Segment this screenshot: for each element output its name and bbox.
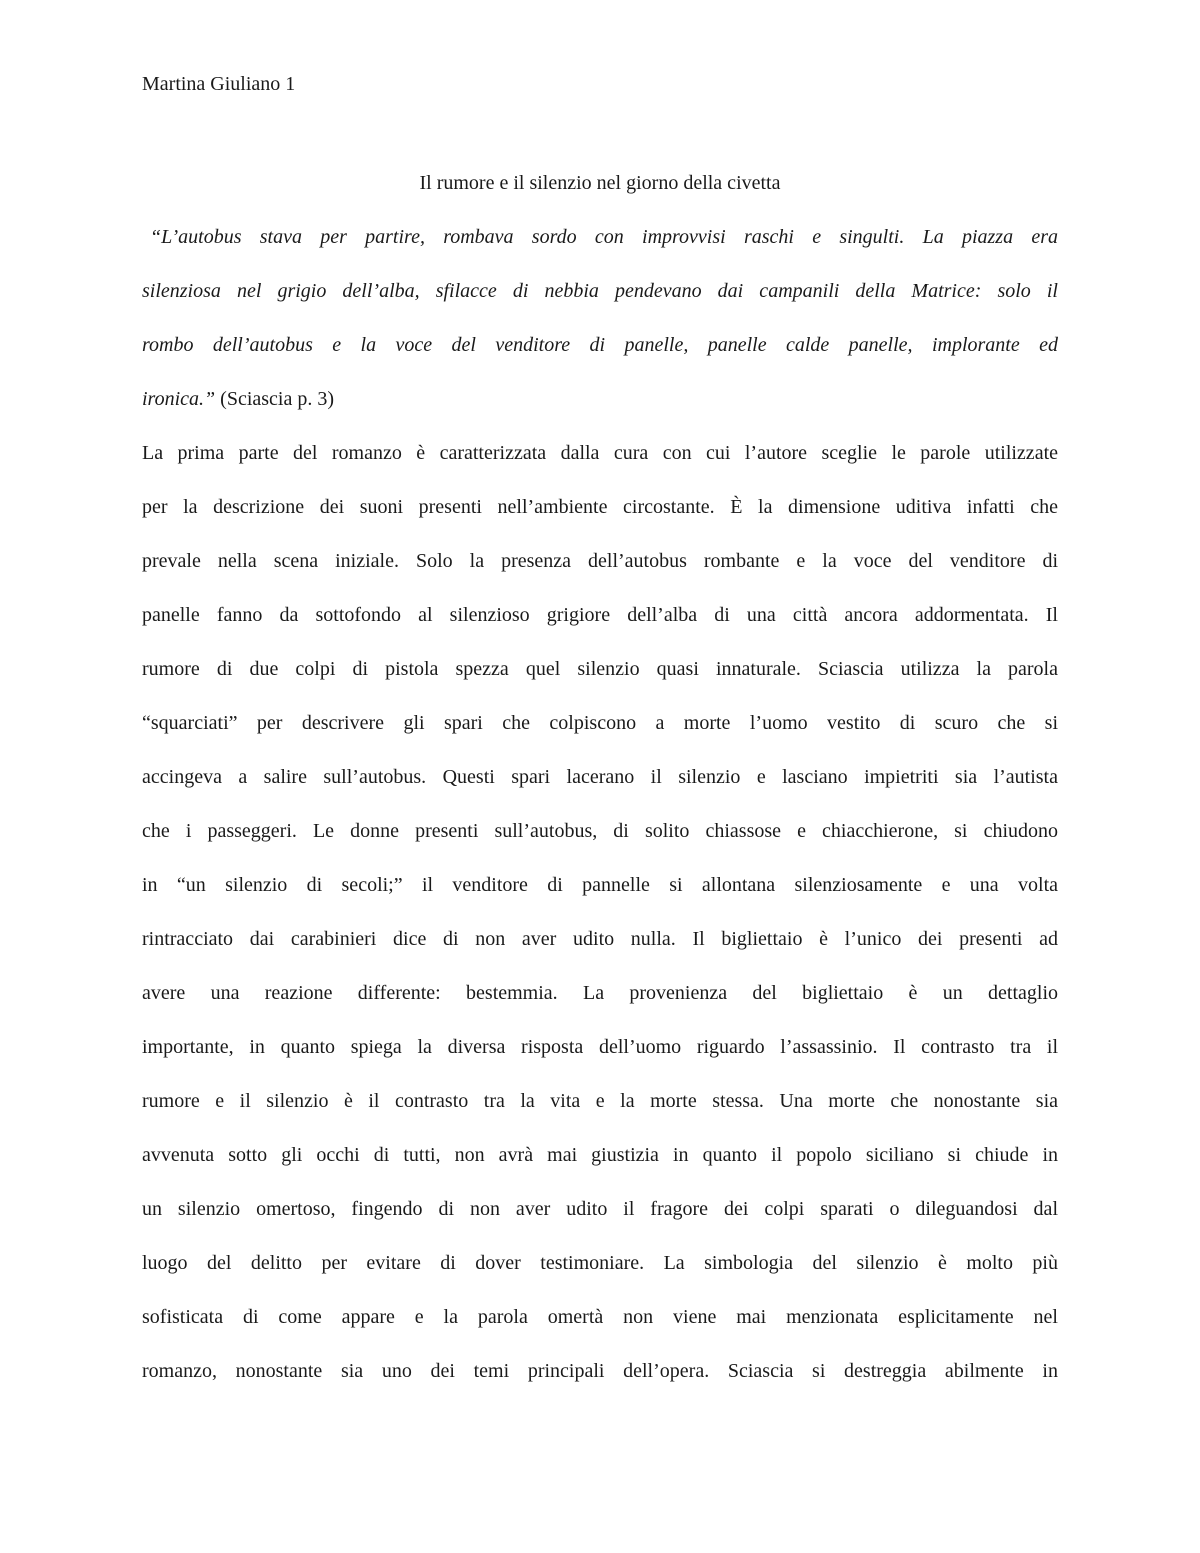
body-line: prevale nella scena iniziale. Solo la presenza dell’autobus rombante e la voce del venditore di: [142, 550, 1058, 572]
body-line: importante, in quanto spiega la diversa risposta dell’uomo riguardo l’assassinio. Il contrasto tra il: [142, 1036, 1058, 1058]
quote-line: “L’autobus stava per partire, rombava sordo con improvvisi raschi e singulti. La piazza era: [150, 226, 1058, 248]
body-line: La prima parte del romanzo è caratterizzata dalla cura con cui l’autore sceglie le parole utilizzate: [142, 442, 1058, 464]
body-line: “squarciati” per descrivere gli spari che colpiscono a morte l’uomo vestito di scuro che si: [142, 712, 1058, 734]
body-line: avvenuta sotto gli occhi di tutti, non avrà mai giustizia in quanto il popolo siciliano si chiude in: [142, 1144, 1058, 1166]
body-line: sofisticata di come appare e la parola omertà non viene mai menzionata esplicitamente nel: [142, 1306, 1058, 1328]
essay-title: Il rumore e il silenzio nel giorno della civetta: [419, 172, 781, 194]
body-line: che i passeggeri. Le donne presenti sull’autobus, di solito chiassose e chiacchierone, si chiudono: [142, 820, 1058, 842]
body-line: per la descrizione dei suoni presenti nell’ambiente circostante. È la dimensione uditiva infatti che: [142, 496, 1058, 518]
body-line: avere una reazione differente: bestemmia. La provenienza del bigliettaio è un dettaglio: [142, 982, 1058, 1004]
body-line: luogo del delitto per evitare di dover testimoniare. La simbologia del silenzio è molto più: [142, 1252, 1058, 1274]
quote-line-final: [142, 386, 1058, 412]
body-line: romanzo, nonostante sia uno dei temi principali dell’opera. Sciascia si destreggia abilmente in: [142, 1360, 1058, 1382]
body-line: rintracciato dai carabinieri dice di non aver udito nulla. Il bigliettaio è l’unico dei presenti ad: [142, 928, 1058, 950]
quote-line: rombo dell’autobus e la voce del venditore di panelle, panelle calde panelle, implorante ed: [142, 334, 1058, 356]
body-line: panelle fanno da sottofondo al silenzioso grigiore dell’alba di una città ancora addormentata. Il: [142, 604, 1058, 626]
quote-line: silenziosa nel grigio dell’alba, sfilacce di nebbia pendevano dai campanili della Matrice: solo il: [142, 280, 1058, 302]
body-line: un silenzio omertoso, fingendo di non aver udito il fragore dei colpi sparati o dileguandosi dal: [142, 1198, 1058, 1220]
quote-text-end: ironica.”: [142, 388, 216, 410]
quote-citation: (Sciascia p. 3): [215, 388, 335, 410]
body-line: in “un silenzio di secoli;” il venditore di pannelle si allontana silenziosamente e una volta: [142, 874, 1058, 896]
body-line: accingeva a salire sull’autobus. Questi spari lacerano il silenzio e lasciano impietriti sia l’autista: [142, 766, 1058, 788]
body-line: rumore di due colpi di pistola spezza quel silenzio quasi innaturale. Sciascia utilizza la parola: [142, 658, 1058, 680]
body-line: rumore e il silenzio è il contrasto tra la vita e la morte stessa. Una morte che nonostante sia: [142, 1090, 1058, 1112]
running-head: Martina Giuliano 1: [142, 73, 296, 95]
